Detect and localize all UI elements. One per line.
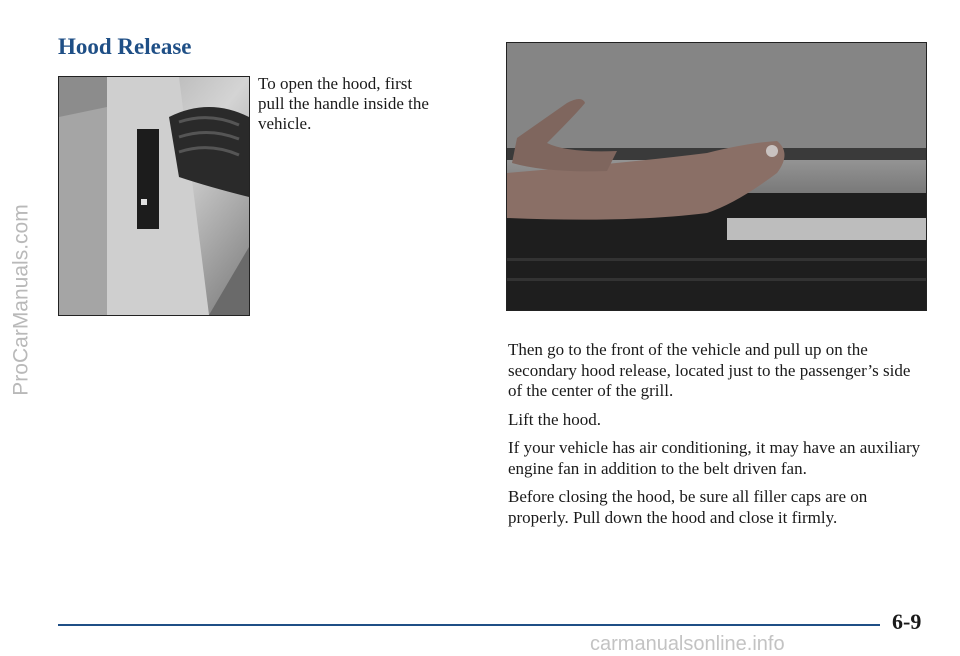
footer-rule	[58, 624, 880, 626]
instruction-paragraph: Then go to the front of the vehicle and pull up on the secondary hood release, located just to the passenger’s side of the center of the grill.	[508, 340, 911, 400]
page-number: 6-9	[892, 609, 922, 634]
instruction-paragraph: If your vehicle has air conditioning, it may have an auxiliary engine fan in addition to the belt driven fan.	[508, 438, 921, 478]
instruction-paragraph: Lift the hood.	[508, 409, 602, 429]
instructions	[508, 340, 923, 536]
instruction-paragraph: Before closing the hood, be sure all filler caps are on properly. Pull down the hood and close it firmly.	[508, 487, 868, 527]
caption-text: To open the hood, first pull the handle inside the vehicle.	[258, 74, 429, 133]
secondary-hood-release-photo	[506, 42, 927, 311]
watermark-text: ProCarManuals.com	[10, 204, 33, 396]
side-watermark	[2, 110, 42, 490]
footer-watermark: carmanualsonline.info	[590, 633, 785, 655]
section-title: Hood Release	[58, 34, 192, 59]
interior-hood-handle-photo	[58, 76, 250, 316]
